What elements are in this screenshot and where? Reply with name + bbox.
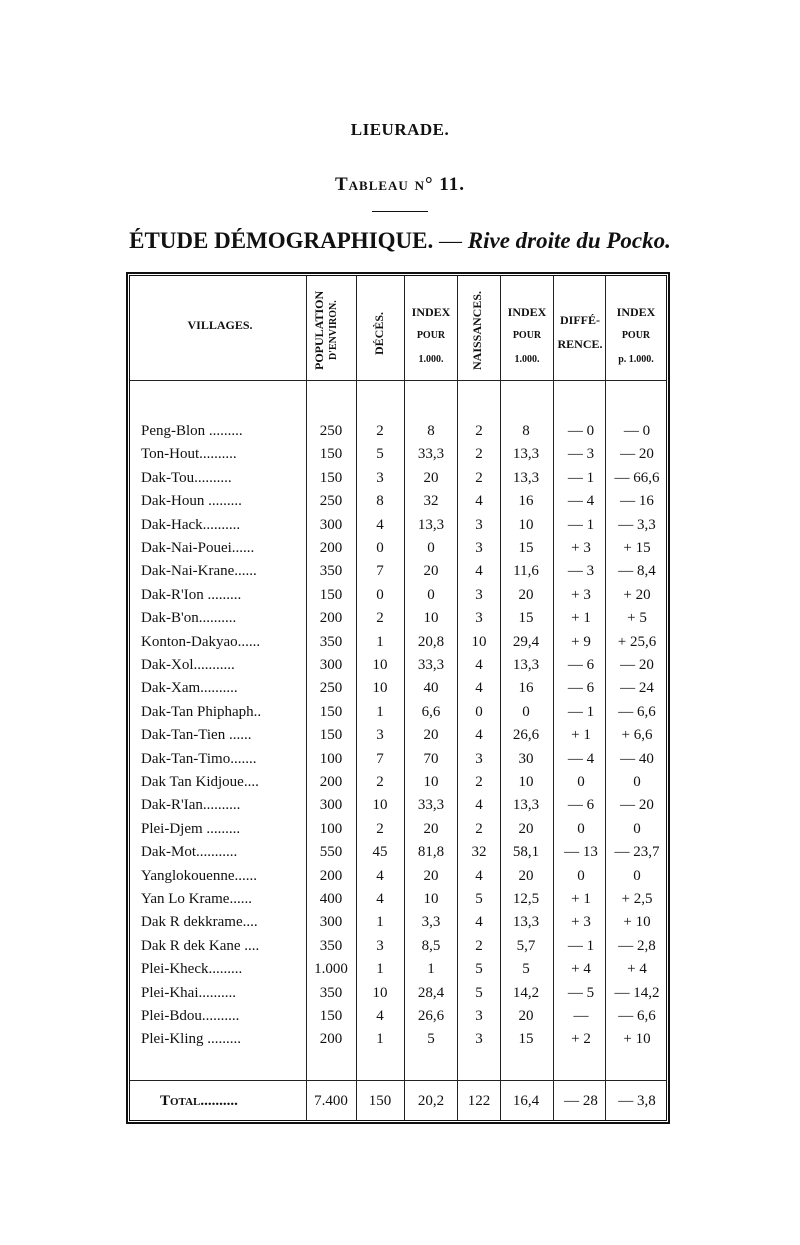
index-births: 20 xyxy=(518,1008,534,1024)
header-index-line3: p. 1.000. xyxy=(618,354,654,365)
population: 150 xyxy=(319,703,343,720)
header-index-line1: INDEX xyxy=(616,305,656,319)
header-diff-line1: DIFFÉ- xyxy=(560,313,600,327)
difference: — xyxy=(573,1008,589,1024)
population: 150 xyxy=(319,1008,343,1024)
village-name: Dak-Hack.......... xyxy=(141,516,241,533)
total-index-deaths: 20,2 xyxy=(417,1093,445,1109)
table-row xyxy=(130,443,666,466)
index-difference: — 20 xyxy=(620,797,654,814)
header-population-line1: POPULATION xyxy=(312,290,326,370)
index-difference: 0 xyxy=(633,820,641,837)
naissances: 3 xyxy=(475,540,483,556)
total-difference: — 28 xyxy=(564,1093,598,1109)
index-deaths: 20 xyxy=(423,820,439,837)
table-row xyxy=(130,560,666,583)
naissances: 2 xyxy=(475,774,483,790)
village-name: Dak-Xam.......... xyxy=(141,680,238,697)
naissances: 0 xyxy=(475,703,483,720)
village-name: Dak-Mot........... xyxy=(141,844,238,861)
index-difference: + 4 xyxy=(627,961,647,978)
index-deaths: 8 xyxy=(427,423,435,439)
index-births: 15 xyxy=(518,1031,534,1048)
village-name: Peng-Blon ......... xyxy=(141,423,243,439)
village-name: Dak-Tou.......... xyxy=(141,469,232,486)
deces: 3 xyxy=(376,727,384,744)
index-difference: — 2,8 xyxy=(618,937,656,954)
header-index-difference xyxy=(607,300,665,372)
difference: — 0 xyxy=(567,423,595,439)
index-difference: + 10 xyxy=(623,1031,651,1048)
deces: 10 xyxy=(372,680,388,697)
index-difference: — 6,6 xyxy=(618,1008,656,1024)
header-difference xyxy=(555,308,605,356)
index-deaths: 5 xyxy=(427,1031,435,1048)
village-name: Dak-R'Ian.......... xyxy=(141,797,241,814)
header-index-line1: INDEX xyxy=(507,305,547,319)
village-name: Dak-Xol........... xyxy=(141,657,235,673)
difference: — 1 xyxy=(567,516,595,533)
difference: — 6 xyxy=(567,797,595,814)
header-divider xyxy=(130,380,666,381)
header-index-line1: INDEX xyxy=(411,305,451,319)
naissances: 4 xyxy=(475,563,483,580)
village-name: Plei-Bdou.......... xyxy=(141,1008,240,1024)
naissances: 5 xyxy=(475,961,483,978)
population: 1.000 xyxy=(314,961,348,978)
difference: — 1 xyxy=(567,469,595,486)
village-name: Ton-Hout.......... xyxy=(141,446,237,463)
village-name: Plei-Kling ......... xyxy=(141,1031,241,1048)
index-births: 15 xyxy=(518,610,534,627)
difference: + 9 xyxy=(571,633,591,650)
header-index-line3: 1.000. xyxy=(418,354,444,365)
naissances: 4 xyxy=(475,914,483,931)
table-row xyxy=(130,958,666,981)
table-row xyxy=(130,677,666,700)
index-difference: + 15 xyxy=(623,540,651,556)
index-deaths: 33,3 xyxy=(417,657,445,673)
index-deaths: 20 xyxy=(423,563,439,580)
population: 100 xyxy=(319,750,343,767)
header-diff-line2: RENCE. xyxy=(557,337,603,351)
index-difference: + 20 xyxy=(623,586,651,603)
index-births: 16 xyxy=(518,493,534,510)
title-dash: — xyxy=(433,228,468,253)
total-divider xyxy=(130,1080,666,1081)
index-births: 0 xyxy=(522,703,530,720)
difference: + 1 xyxy=(571,610,591,627)
population: 250 xyxy=(319,493,343,510)
index-deaths: 10 xyxy=(423,891,439,907)
index-births: 20 xyxy=(518,820,534,837)
naissances: 3 xyxy=(475,516,483,533)
deces: 2 xyxy=(376,774,384,790)
page-title xyxy=(0,228,800,254)
index-deaths: 20 xyxy=(423,867,439,884)
index-difference: — 3,3 xyxy=(618,516,656,533)
index-deaths: 26,6 xyxy=(417,1008,445,1024)
naissances: 3 xyxy=(475,586,483,603)
total-label: Total.......... xyxy=(160,1093,238,1109)
index-births: 13,3 xyxy=(512,469,540,486)
deces: 7 xyxy=(376,750,384,767)
index-births: 13,3 xyxy=(512,657,540,673)
index-deaths: 0 xyxy=(427,586,435,603)
index-births: 8 xyxy=(522,423,530,439)
table-row xyxy=(130,631,666,654)
population: 350 xyxy=(319,984,343,1001)
total-index-difference: — 3,8 xyxy=(618,1093,656,1109)
deces: 45 xyxy=(372,844,388,861)
deces: 7 xyxy=(376,563,384,580)
index-deaths: 6,6 xyxy=(421,703,441,720)
index-deaths: 33,3 xyxy=(417,446,445,463)
index-difference: + 2,5 xyxy=(621,891,653,907)
index-births: 13,3 xyxy=(512,797,540,814)
deces: 3 xyxy=(376,469,384,486)
village-name: Dak Tan Kidjoue.... xyxy=(141,774,259,790)
deces: 4 xyxy=(376,516,384,533)
index-deaths: 20 xyxy=(423,469,439,486)
index-births: 10 xyxy=(518,516,534,533)
index-births: 20 xyxy=(518,867,534,884)
village-name: Dak-Tan-Tien ...... xyxy=(141,727,252,744)
index-difference: — 6,6 xyxy=(618,703,656,720)
index-difference: + 10 xyxy=(623,914,651,931)
index-difference: — 8,4 xyxy=(618,563,656,580)
population: 150 xyxy=(319,727,343,744)
table-row xyxy=(130,654,666,677)
header-index-line2: POUR xyxy=(416,330,446,341)
village-name: Yanglokouenne...... xyxy=(141,867,257,884)
population: 300 xyxy=(319,516,343,533)
index-deaths: 3,3 xyxy=(421,914,441,931)
index-births: 13,3 xyxy=(512,914,540,931)
population: 200 xyxy=(319,867,343,884)
population: 200 xyxy=(319,540,343,556)
village-name: Dak-Houn ......... xyxy=(141,493,242,510)
index-births: 5,7 xyxy=(516,937,536,954)
naissances: 3 xyxy=(475,1008,483,1024)
index-difference: — 20 xyxy=(620,446,654,463)
table-row xyxy=(130,771,666,794)
naissances: 5 xyxy=(475,891,483,907)
table-row xyxy=(130,794,666,817)
population: 350 xyxy=(319,633,343,650)
table-row xyxy=(130,748,666,771)
population: 200 xyxy=(319,774,343,790)
naissances: 2 xyxy=(475,446,483,463)
village-name: Yan Lo Krame...... xyxy=(141,891,252,907)
difference: — 3 xyxy=(567,446,595,463)
index-deaths: 28,4 xyxy=(417,984,445,1001)
index-births: 26,6 xyxy=(512,727,540,744)
deces: 1 xyxy=(376,914,384,931)
difference: — 1 xyxy=(567,937,595,954)
index-births: 12,5 xyxy=(512,891,540,907)
deces: 2 xyxy=(376,610,384,627)
village-name: Dak-Nai-Krane...... xyxy=(141,563,257,580)
table-row xyxy=(130,1028,666,1051)
deces: 5 xyxy=(376,446,384,463)
difference: + 4 xyxy=(571,961,591,978)
table-row xyxy=(130,841,666,864)
difference: + 1 xyxy=(571,891,591,907)
village-name: Dak-Tan-Timo....... xyxy=(141,750,257,767)
difference: 0 xyxy=(577,820,585,837)
index-deaths: 20,8 xyxy=(417,633,445,650)
population: 200 xyxy=(319,1031,343,1048)
title-rule xyxy=(372,211,428,212)
title-subtitle: Rive droite du Pocko. xyxy=(467,228,671,253)
deces: 2 xyxy=(376,423,384,439)
total-index-births: 16,4 xyxy=(512,1093,540,1109)
difference: 0 xyxy=(577,774,585,790)
village-name: Dak R dekkrame.... xyxy=(141,914,258,931)
deces: 4 xyxy=(376,867,384,884)
table-row xyxy=(130,818,666,841)
naissances: 2 xyxy=(475,469,483,486)
header-population xyxy=(312,284,350,376)
index-deaths: 8,5 xyxy=(421,937,441,954)
village-name: Dak-R'Ion ......... xyxy=(141,586,242,603)
header-population-line2: D'ENVIRON. xyxy=(328,300,339,360)
index-deaths: 33,3 xyxy=(417,797,445,814)
index-deaths: 1 xyxy=(427,961,435,978)
naissances: 3 xyxy=(475,610,483,627)
difference: — 6 xyxy=(567,657,595,673)
deces: 8 xyxy=(376,493,384,510)
naissances: 32 xyxy=(471,844,487,861)
index-difference: — 23,7 xyxy=(614,844,660,861)
header-index-births xyxy=(502,300,552,372)
header-index-line3: 1.000. xyxy=(514,354,540,365)
header-villages: VILLAGES. xyxy=(187,318,253,332)
table-row xyxy=(130,982,666,1005)
population: 300 xyxy=(319,914,343,931)
population: 300 xyxy=(319,797,343,814)
total-row xyxy=(130,1088,666,1114)
index-deaths: 10 xyxy=(423,774,439,790)
difference: — 4 xyxy=(567,750,595,767)
index-difference: — 40 xyxy=(620,750,654,767)
total-naissances: 122 xyxy=(467,1093,491,1109)
index-births: 30 xyxy=(518,750,534,767)
naissances: 4 xyxy=(475,493,483,510)
population: 100 xyxy=(319,820,343,837)
deces: 4 xyxy=(376,891,384,907)
difference: — 13 xyxy=(564,844,598,861)
index-births: 16 xyxy=(518,680,534,697)
population: 200 xyxy=(319,610,343,627)
village-name: Dak-B'on.......... xyxy=(141,610,237,627)
index-deaths: 10 xyxy=(423,610,439,627)
table-row xyxy=(130,724,666,747)
running-head: LIEURADE. xyxy=(350,120,450,139)
deces: 10 xyxy=(372,797,388,814)
village-name: Dak-Tan Phiphaph.. xyxy=(141,703,262,720)
population: 150 xyxy=(319,446,343,463)
index-births: 20 xyxy=(518,586,534,603)
naissances: 5 xyxy=(475,984,483,1001)
population: 250 xyxy=(319,680,343,697)
index-difference: + 6,6 xyxy=(621,727,653,744)
naissances: 10 xyxy=(471,633,487,650)
index-births: 29,4 xyxy=(512,633,540,650)
village-name: Dak R dek Kane .... xyxy=(141,937,260,954)
difference: — 1 xyxy=(567,703,595,720)
population: 550 xyxy=(319,844,343,861)
difference: — 6 xyxy=(567,680,595,697)
naissances: 4 xyxy=(475,657,483,673)
index-deaths: 0 xyxy=(427,540,435,556)
index-deaths: 40 xyxy=(423,680,439,697)
difference: + 3 xyxy=(571,540,591,556)
deces: 10 xyxy=(372,657,388,673)
index-deaths: 20 xyxy=(423,727,439,744)
difference: + 3 xyxy=(571,586,591,603)
table-row xyxy=(130,537,666,560)
index-deaths: 70 xyxy=(423,750,439,767)
table-row xyxy=(130,888,666,911)
deces: 0 xyxy=(376,586,384,603)
index-difference: 0 xyxy=(633,774,641,790)
difference: — 3 xyxy=(567,563,595,580)
index-difference: — 66,6 xyxy=(614,469,660,486)
deces: 1 xyxy=(376,633,384,650)
index-births: 5 xyxy=(522,961,530,978)
deces: 0 xyxy=(376,540,384,556)
population: 300 xyxy=(319,657,343,673)
header-naissances: NAISSANCES. xyxy=(470,290,484,370)
deces: 1 xyxy=(376,1031,384,1048)
difference: — 4 xyxy=(567,493,595,510)
naissances: 3 xyxy=(475,1031,483,1048)
deces: 1 xyxy=(376,703,384,720)
village-name: Plei-Kheck......... xyxy=(141,961,243,978)
naissances: 2 xyxy=(475,423,483,439)
deces: 2 xyxy=(376,820,384,837)
deces: 4 xyxy=(376,1008,384,1024)
index-difference: + 25,6 xyxy=(617,633,657,650)
table-row xyxy=(130,490,666,513)
index-births: 14,2 xyxy=(512,984,540,1001)
table-row xyxy=(130,467,666,490)
naissances: 4 xyxy=(475,867,483,884)
header-index-line2: POUR xyxy=(621,330,651,341)
index-births: 58,1 xyxy=(512,844,540,861)
village-name: Dak-Nai-Pouei...... xyxy=(141,540,255,556)
table-row xyxy=(130,1005,666,1028)
index-difference: — 0 xyxy=(623,423,651,439)
table-row xyxy=(130,607,666,630)
village-name: Plei-Khai.......... xyxy=(141,984,236,1001)
table-row xyxy=(130,701,666,724)
naissances: 2 xyxy=(475,937,483,954)
table-row xyxy=(130,865,666,888)
index-difference: + 5 xyxy=(627,610,647,627)
naissances: 4 xyxy=(475,680,483,697)
deces: 3 xyxy=(376,937,384,954)
deces: 10 xyxy=(372,984,388,1001)
naissances: 2 xyxy=(475,820,483,837)
header-index-line2: POUR xyxy=(512,330,542,341)
index-difference: — 14,2 xyxy=(614,984,660,1001)
village-name: Konton-Dakyao...... xyxy=(141,633,261,650)
population: 350 xyxy=(319,937,343,954)
index-difference: — 24 xyxy=(620,680,654,697)
index-difference: 0 xyxy=(633,867,641,884)
difference: + 3 xyxy=(571,914,591,931)
naissances: 4 xyxy=(475,727,483,744)
total-deces: 150 xyxy=(368,1093,392,1109)
index-difference: — 20 xyxy=(620,657,654,673)
difference: 0 xyxy=(577,867,585,884)
table-row xyxy=(130,935,666,958)
naissances: 4 xyxy=(475,797,483,814)
index-births: 11,6 xyxy=(513,563,539,580)
title-main: ÉTUDE DÉMOGRAPHIQUE. xyxy=(129,228,434,253)
index-difference: — 16 xyxy=(620,493,654,510)
table-number: Tableau n° 11. xyxy=(334,174,466,195)
population: 150 xyxy=(319,469,343,486)
population: 150 xyxy=(319,586,343,603)
population: 400 xyxy=(319,891,343,907)
table-row xyxy=(130,584,666,607)
difference: — 5 xyxy=(567,984,595,1001)
table-row xyxy=(130,514,666,537)
index-births: 13,3 xyxy=(512,446,540,463)
table-row xyxy=(130,420,666,443)
deces: 1 xyxy=(376,961,384,978)
difference: + 1 xyxy=(571,727,591,744)
population: 350 xyxy=(319,563,343,580)
village-name: Plei-Djem ......... xyxy=(141,820,241,837)
population: 250 xyxy=(319,423,343,439)
header-index-deaths xyxy=(406,300,456,372)
difference: + 2 xyxy=(571,1031,591,1048)
header-deces: DÉCÈS. xyxy=(372,311,386,355)
total-population: 7.400 xyxy=(314,1093,348,1109)
table-row xyxy=(130,911,666,934)
index-deaths: 81,8 xyxy=(417,844,445,861)
index-births: 15 xyxy=(518,540,534,556)
index-deaths: 13,3 xyxy=(417,516,445,533)
index-births: 10 xyxy=(518,774,534,790)
index-deaths: 32 xyxy=(423,493,439,510)
naissances: 3 xyxy=(475,750,483,767)
